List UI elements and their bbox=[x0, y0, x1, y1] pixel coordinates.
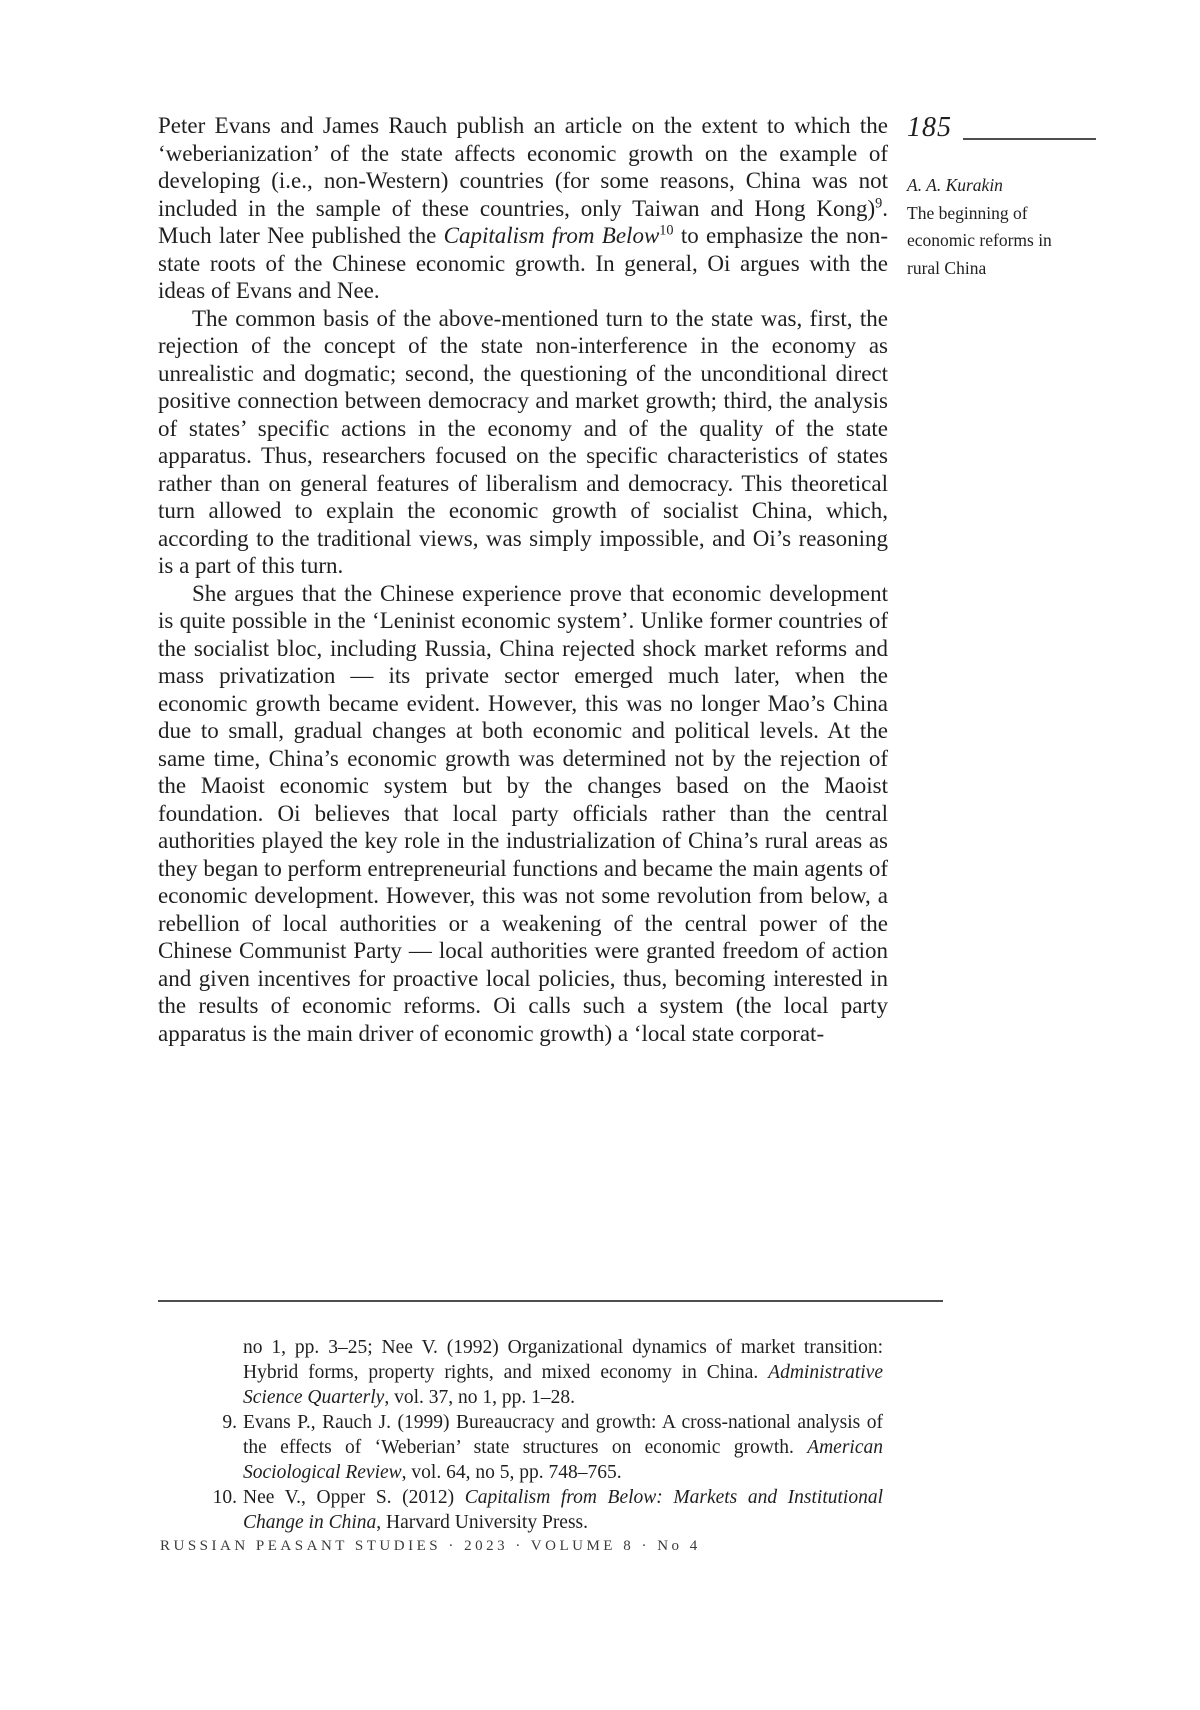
text-run: Peter Evans and James Rauch publish an article on the extent to which the ‘weberianization’ of the state affects economic growth on the example of developing (i.e., non-Western) countries (for some reasons, China was not included in the sample of these countries, only Taiwan and Hong Kong) bbox=[158, 113, 888, 221]
running-title: The beginning of economic reforms in rural China bbox=[907, 202, 1052, 278]
italic-text: Administrative Science Quarterly bbox=[243, 1362, 883, 1408]
paragraph bbox=[158, 305, 888, 580]
italic-text: American Sociological Review bbox=[243, 1437, 883, 1483]
page-number-rule bbox=[963, 138, 1096, 140]
italic-text: Capitalism from Below: Markets and Institutional Change in China bbox=[243, 1487, 884, 1533]
text-run: Nee V., Opper S. (2012) bbox=[243, 1487, 465, 1508]
footnote-reference: 10 bbox=[659, 222, 674, 239]
author-block bbox=[907, 172, 1087, 282]
journal-footer: RUSSIAN PEASANT STUDIES · 2023 · VOLUME 8 · No 4 bbox=[160, 1538, 701, 1554]
text-run: . Much later Nee published the bbox=[158, 195, 888, 248]
text-run: Evans P., Rauch J. (1999) Bureaucracy and growth: A cross-national analysis of the effects of ‘Weberian’ state structures on economic growth. bbox=[243, 1412, 883, 1458]
footnote-item bbox=[207, 1485, 883, 1535]
italic-text: Capitalism from Below bbox=[443, 223, 660, 248]
text-run: no 1, pp. 3–25; Nee V. (1992) Organizational dynamics of market transition: Hybrid forms, property rights, and mixed economy in China. bbox=[243, 1337, 883, 1383]
footnote-reference: 9 bbox=[875, 194, 883, 211]
text-run: She argues that the Chinese experience prove that economic development is quite possible in the ‘Leninist economic system’. Unlike former countries of the socialist bloc, including Russia, China rejected shock market reforms and mass privatization — its private sector emerged much later, when the economic growth became evident. However, this was no longer Mao’s China due to small, gradual changes at both economic and political levels. At the same time, China’s economic growth was determined not by the rejection of the Maoist economic system but by the changes based on the Maoist foundation. Oi believes that local party officials rather than the central authorities played the key role in the industrialization of China’s rural areas as they began to perform entrepreneurial functions and became the main agents of economic development. However, this was not some revolution from below, a rebellion of local authorities or a weakening of the central power of the Chinese Communist Party — local authorities were granted freedom of action and given incentives for proactive local policies, thus, becoming interested in the results of economic reforms. Oi calls such a system (the local party apparatus is the main driver of economic growth) a ‘local state corporat- bbox=[158, 580, 888, 1046]
text-run: The common basis of the above-mentioned turn to the state was, first, the rejection of the concept of the state non-interference in the economy as unrealistic and dogmatic; second, the questioning of the unconditional direct positive connection between democracy and market growth; third, the analysis of states’ specific actions in the economy and of the quality of the state apparatus. Thus, researchers focused on the specific characteristics of states rather than on general features of liberalism and democracy. This theoretical turn allowed to explain the economic growth of socialist China, which, according to the traditional views, was simply impossible, and Oi’s reasoning is a part of this turn. bbox=[158, 305, 888, 578]
paragraph bbox=[158, 112, 888, 305]
footnote-number: 9. bbox=[222, 1412, 237, 1433]
page-number: 185 bbox=[907, 112, 952, 143]
footnote-item bbox=[207, 1335, 883, 1410]
author-name: A. A. Kurakin bbox=[907, 175, 1003, 195]
footnote-item bbox=[207, 1410, 883, 1485]
footnote-number: 10. bbox=[212, 1487, 237, 1508]
text-run: , vol. 37, no 1, pp. 1–28. bbox=[384, 1387, 575, 1408]
text-run: , vol. 64, no 5, pp. 748–765. bbox=[401, 1462, 622, 1483]
footnote-separator-rule bbox=[158, 1300, 943, 1302]
main-text bbox=[158, 112, 888, 1047]
text-run: to emphasize the non-state roots of the Chinese economic growth. In general, Oi argues with the ideas of Evans and Nee. bbox=[158, 223, 888, 303]
text-run: , Harvard University Press. bbox=[376, 1512, 589, 1533]
paragraph bbox=[158, 580, 888, 1048]
footnotes bbox=[207, 1335, 883, 1535]
